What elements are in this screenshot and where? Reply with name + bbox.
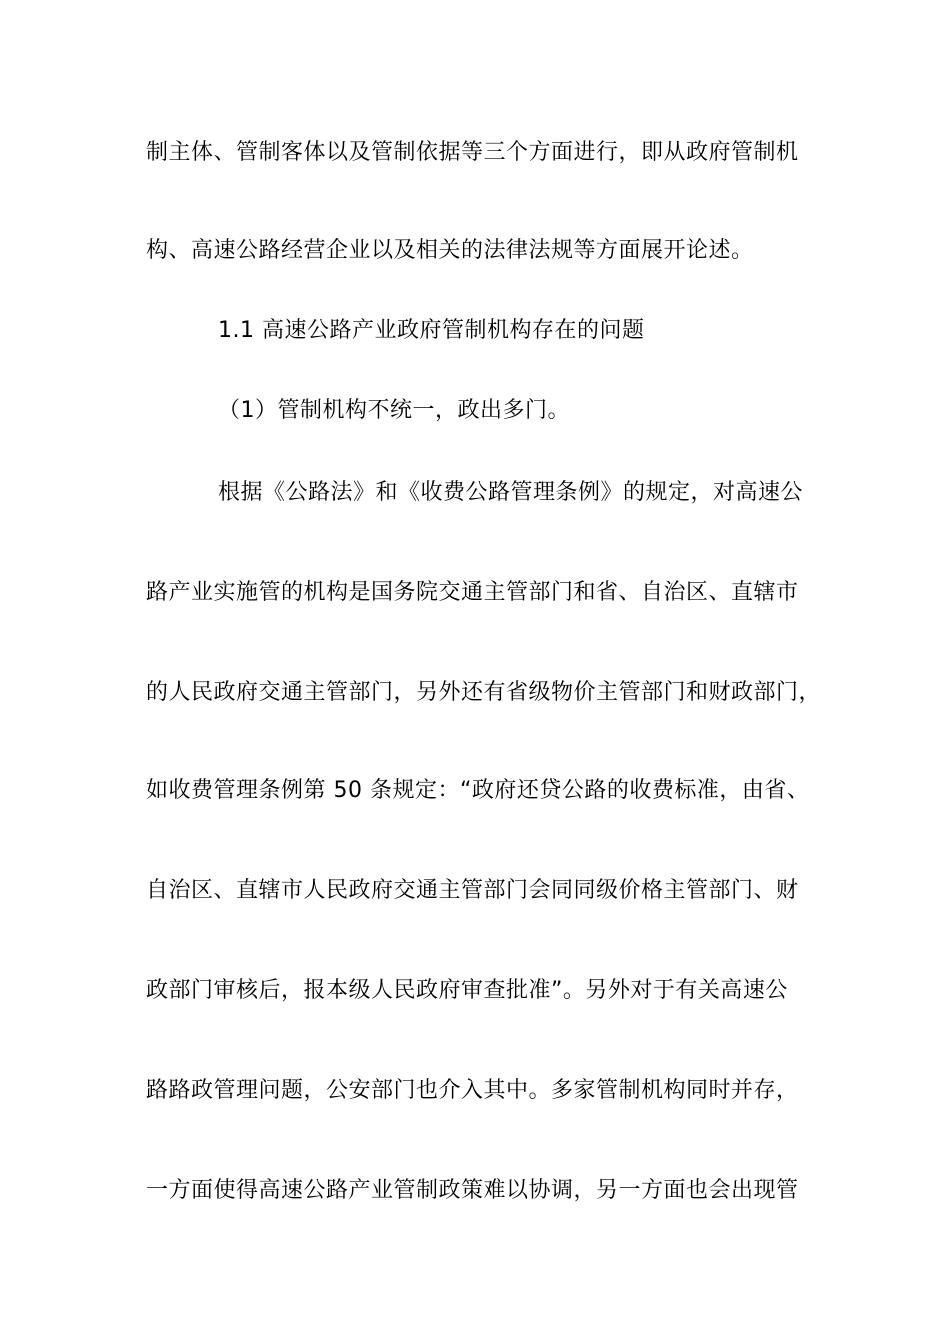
body-text-line: 路产业实施管的机构是国务院交通主管部门和省、自治区、直辖市 (146, 580, 799, 605)
body-text-line: 政部门审核后，报本级人民政府审查批准”。另外对于有关高速公 (146, 978, 788, 1003)
section-heading: 1.1 高速公路产业政府管制机构存在的问题 (218, 318, 645, 343)
body-text-line: 如收费管理条例第 50 条规定：“政府还贷公路的收费标准，由省、 (146, 778, 810, 803)
body-text-line: 自治区、直辖市人民政府交通主管部门会同同级价格主管部门、财 (146, 878, 799, 903)
body-text-line: 一方面使得高速公路产业管制政策难以协调，另一方面也会出现管 (146, 1178, 799, 1203)
body-text-line: 构、高速公路经营企业以及相关的法律法规等方面展开论述。 (146, 238, 754, 263)
body-text-line: 根据《公路法》和《收费公路管理条例》的规定，对高速公 (218, 480, 804, 505)
subsection-heading: （1）管制机构不统一，政出多门。 (218, 398, 570, 423)
body-text-line: 制主体、管制客体以及管制依据等三个方面进行，即从政府管制机 (146, 140, 799, 165)
body-text-line: 路路政管理问题，公安部门也介入其中。多家管制机构同时并存， (146, 1078, 799, 1103)
body-text-line: 的人民政府交通主管部门，另外还有省级物价主管部门和财政部门， (146, 680, 822, 705)
